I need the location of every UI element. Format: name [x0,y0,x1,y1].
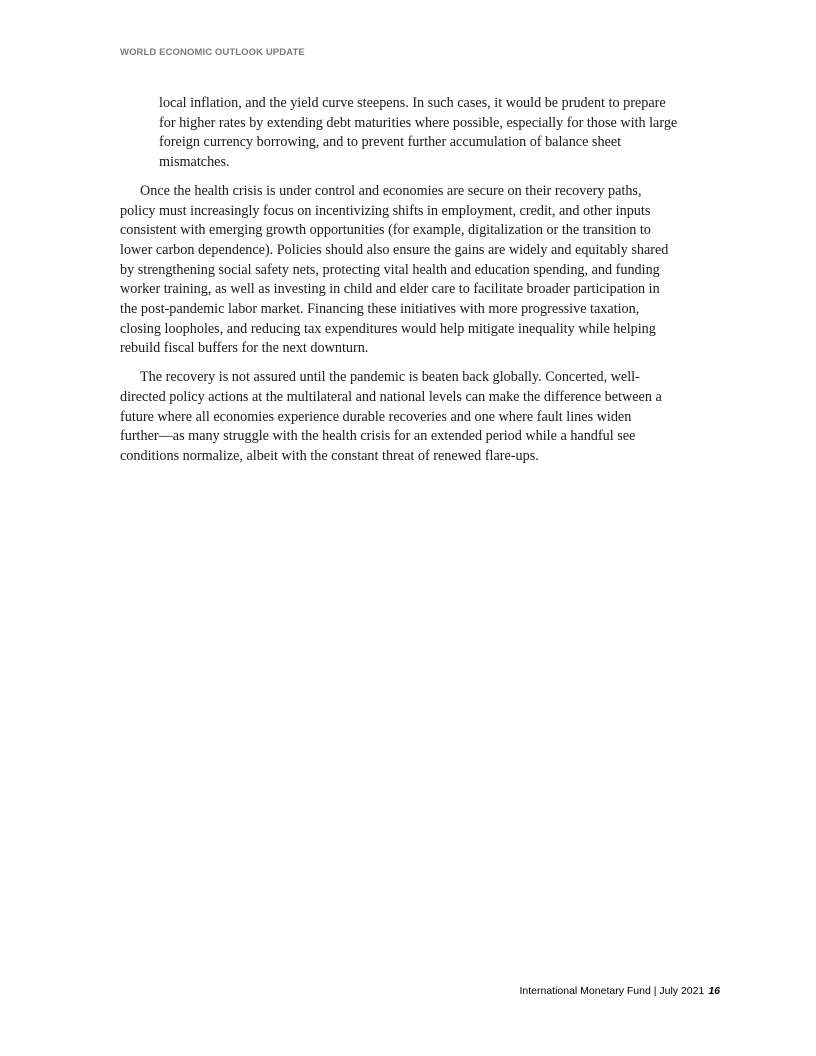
footer-source: International Monetary Fund | July 2021 [519,985,705,997]
running-header: WORLD ECONOMIC OUTLOOK UPDATE [120,47,305,58]
document-body [120,94,720,467]
paragraph-recovery-not-assured: The recovery is not assured until the pandemic is beaten back globally. Concerted, well- directed policy actions at the multilateral and national levels can make the difference between a future where all economies experience durable recoveries and one where fault lines widen further—as many struggle with the health crisis for an extended period while a handful see conditions normalize, albeit with the constant threat of renewed flare-ups. [120,369,662,464]
page-footer [519,985,720,997]
paragraph-recovery-policy: Once the health crisis is under control and economies are secure on their recovery paths, policy must increasingly focus on incentivizing shifts in employment, credit, and other inputs consistent with emerging growth opportunities (for example, digitalization or the transition to lower carbon dependence). Policies should also ensure the gains are widely and equitably shared by strengthening social safety nets, protecting vital health and education spending, and funding worker training, as well as investing in child and elder care to facilitate broader participation in the post-pandemic labor market. Financing these initiatives with more progressive taxation, closing loopholes, and reducing tax expenditures would help mitigate inequality while helping rebuild fiscal buffers for the next downturn. [120,182,669,357]
page-number: 16 [708,985,720,997]
continued-paragraph: local inflation, and the yield curve steepens. In such cases, it would be prudent to prepare for higher rates by extending debt maturities where possible, especially for those with large foreign currency borrowing, and to prevent further accumulation of balance sheet mismatches. [159,95,678,171]
